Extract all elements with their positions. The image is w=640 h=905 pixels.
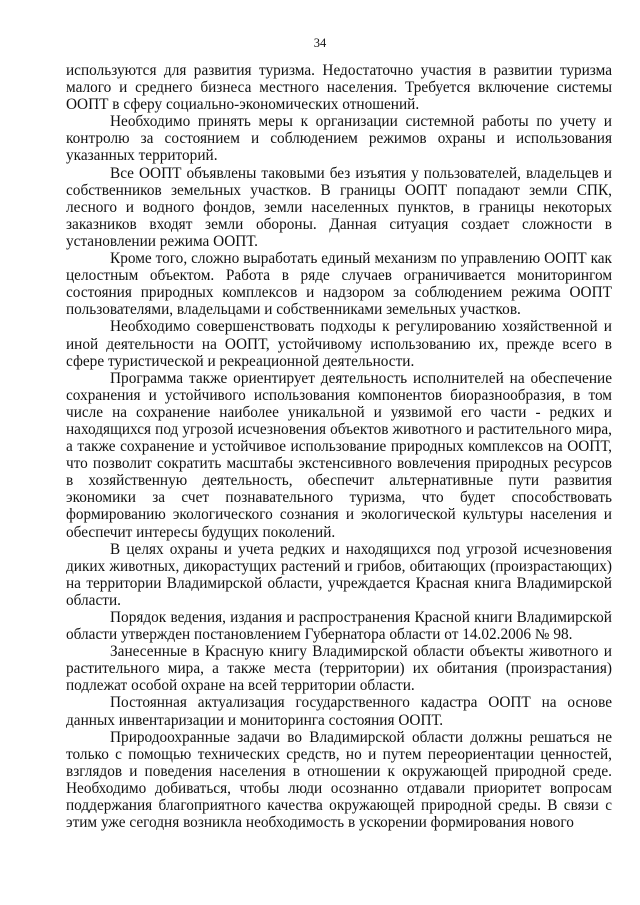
body-text bbox=[66, 62, 612, 831]
paragraph-monitoring: Необходимо принять меры к организации системной работы по учету и контролю за состоянием и соблюдением режимов охраны и использования указанных территорий. bbox=[66, 113, 612, 165]
paragraph-land-ownership: Все ООПТ объявлены таковыми без изъятия у пользователей, владельцев и собственников земельных участков. В границы ООПТ попадают земли СПК, лесного и водного фондов, земли населенных пунктов, в границы некоторых заказников входят земли обороны. Данная ситуация создает сложности в установлении режима ООПТ. bbox=[66, 164, 612, 250]
paragraph-environmental-tasks: Природоохранные задачи во Владимирской области должны решаться не только с помощью технических средств, но и путем переориентации ценностей, взглядов и поведения населения в отношении к окружающей природной среде. Необходимо добиваться, чтобы люди осознанно отдавали приоритет вопросам поддержания благоприятного качества окружающей природной среды. В связи с этим уже сегодня возникла необходимость в ускорении формирования нового bbox=[66, 728, 612, 832]
paragraph-continuation: используются для развития туризма. Недостаточно участия в развитии туризма малого и среднего бизнеса местного населения. Требуется включение системы ООПТ в сферу социально-экономических отношений. bbox=[66, 62, 612, 114]
paragraph-regulation: Необходимо совершенствовать подходы к регулированию хозяйственной и иной деятельности на ООПТ, устойчивому использованию их, прежде всего в сфере туристической и рекреационной деятельности. bbox=[66, 318, 612, 370]
paragraph-biodiversity: Программа также ориентирует деятельность исполнителей на обеспечение сохранения и устойчивого использования компонентов биоразнообразия, в том числе на сохранение наиболее уникальной и уязвимой его части - редких и находящихся под угрозой исчезновения объектов животного и растительного мира, а также сохранение и устойчивое использование природных комплексов на ООПТ, что позволит сократить масштабы экстенсивного вовлечения природных ресурсов в хозяйственную деятельность, обеспечит альтернативные пути развития экономики за счет познавательного туризма, что будет способствовать формированию экологического сознания и экологической культуры населения и обеспечит интересы будущих поколений. bbox=[66, 369, 612, 541]
paragraph-protected-species: Занесенные в Красную книгу Владимирской области объекты животного и растительного мира, а также места (территории) их обитания (произрастания) подлежат особой охране на всей территории области. bbox=[66, 643, 612, 695]
paragraph-cadastre: Постоянная актуализация государственного кадастра ООПТ на основе данных инвентаризации и мониторинга состояния ООПТ. bbox=[66, 694, 612, 729]
page-number: 34 bbox=[313, 36, 327, 50]
paragraph-management: Кроме того, сложно выработать единый механизм по управлению ООПТ как целостным объектом. Работа в ряде случаев ограничивается мониторингом состояния природных комплексов и надзором за соблюдением режима ООПТ пользователями, владельцами и собственниками земельных участков. bbox=[66, 250, 612, 319]
paragraph-red-book-procedure: Порядок ведения, издания и распространения Красной книги Владимирской области утвержден постановлением Губернатора области от 14.02.2006 № 98. bbox=[66, 609, 612, 644]
paragraph-red-book: В целях охраны и учета редких и находящихся под угрозой исчезновения диких животных, дикорастущих растений и грибов, обитающих (произрастающих) на территории Владимирской области, учреждается Красная книга Владимирской области. bbox=[66, 540, 612, 609]
